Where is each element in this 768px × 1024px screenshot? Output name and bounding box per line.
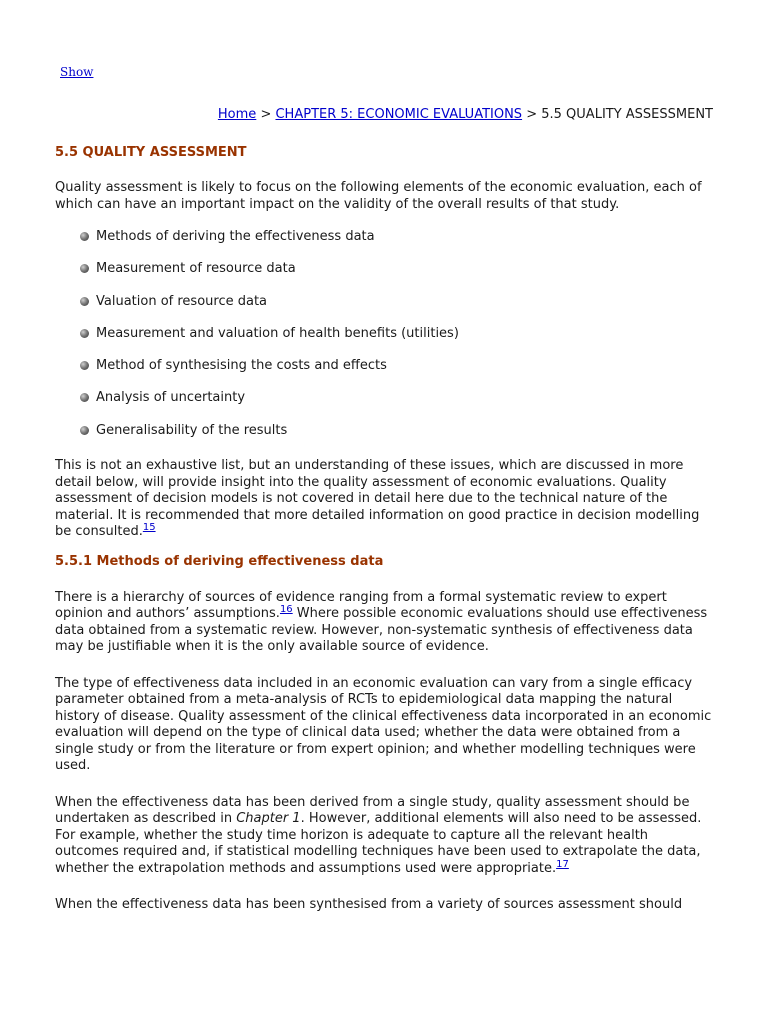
paragraph-single-study: When the effectiveness data has been derived from a single study, quality assessment should be undertaken as described in Chapter 1. However, additional elements will also need to be assessed. For example, whether the study time horizon is adequate to capture all the relevant health outcomes required and, if statistical modelling techniques have been used to extrapolate the data, whether the extrapolation methods and assumptions used were appropriate.$^{17}$ xyxy=(55,794,702,876)
list-item: Analysis of uncertainty xyxy=(55,390,715,422)
section-title: 5.5 QUALITY ASSESSMENT xyxy=(55,145,247,160)
breadcrumb-chapter-link[interactable]: CHAPTER 5: ECONOMIC EVALUATIONS xyxy=(275,107,523,122)
section-intro: Quality assessment is likely to focus on the following elements of the economic evaluation, each of which can have an important impact on the validity of the overall results of that study. xyxy=(55,180,702,212)
breadcrumb-current: 5.5 QUALITY ASSESSMENT xyxy=(541,107,713,122)
main-content xyxy=(55,145,715,914)
list-item: Method of synthesising the costs and effects xyxy=(55,358,715,390)
reference-link-15[interactable]: 15 xyxy=(142,522,156,534)
list-item: Measurement and valuation of health benefits (utilities) xyxy=(55,326,715,358)
breadcrumb-separator: > xyxy=(526,107,538,122)
bullet-icon xyxy=(80,232,89,241)
breadcrumb xyxy=(218,107,713,124)
quality-elements-list xyxy=(55,229,715,455)
bullet-icon xyxy=(80,426,89,435)
bullet-icon xyxy=(80,329,89,338)
bullet-icon xyxy=(80,264,89,273)
subsection-title: 5.5.1 Methods of deriving effectiveness data xyxy=(55,553,384,569)
paragraph-data-types: The type of effectiveness data included in an economic evaluation can vary from a single efficacy parameter obtained from a meta-analysis of RCTs to epidemiological data mapping the natural history of disease. Quality assessment of the clinical effectiveness data incorporated in an economic evaluation will depend on the type of clinical data used; whether the data were obtained from a single study or from the literature or from expert opinion; and whether modelling techniques were used. xyxy=(55,675,712,774)
after-list-paragraph: This is not an exhaustive list, but an understanding of these issues, which are discussed in more detail below, will provide insight into the quality assessment of economic evaluations. Quality assessment of decision models is not covered in detail here due to the technical nature of the material. It is recommended that more detailed information on good practice in decision modelling be consulted.$^{15}$ xyxy=(55,458,700,540)
list-item: Generalisability of the results xyxy=(55,423,715,455)
list-item: Methods of deriving the effectiveness data xyxy=(55,229,715,261)
bullet-icon xyxy=(80,393,89,402)
list-item: Measurement of resource data xyxy=(55,261,715,293)
bullet-icon xyxy=(80,297,89,306)
paragraph-synthesised: When the effectiveness data has been synthesised from a variety of sources assessment should xyxy=(55,897,683,913)
breadcrumb-home-link[interactable]: Home xyxy=(217,107,257,122)
show-toggle-link[interactable]: Show xyxy=(60,65,94,79)
reference-link-16[interactable]: 16 xyxy=(279,604,293,616)
paragraph-hierarchy: There is a hierarchy of sources of evidence ranging from a formal systematic review to expert opinion and authors’ assumptions.$^{16}$ Where possible economic evaluations should use effectiveness data obtained from a systematic review. However, non-systematic synthesis of effectiveness data may be justifiable when it is the only available source of evidence. xyxy=(55,589,708,655)
reference-link-17[interactable]: 17 xyxy=(556,858,569,870)
breadcrumb-separator: > xyxy=(260,107,272,122)
list-item: Valuation of resource data xyxy=(55,294,715,326)
bullet-icon xyxy=(80,361,89,370)
